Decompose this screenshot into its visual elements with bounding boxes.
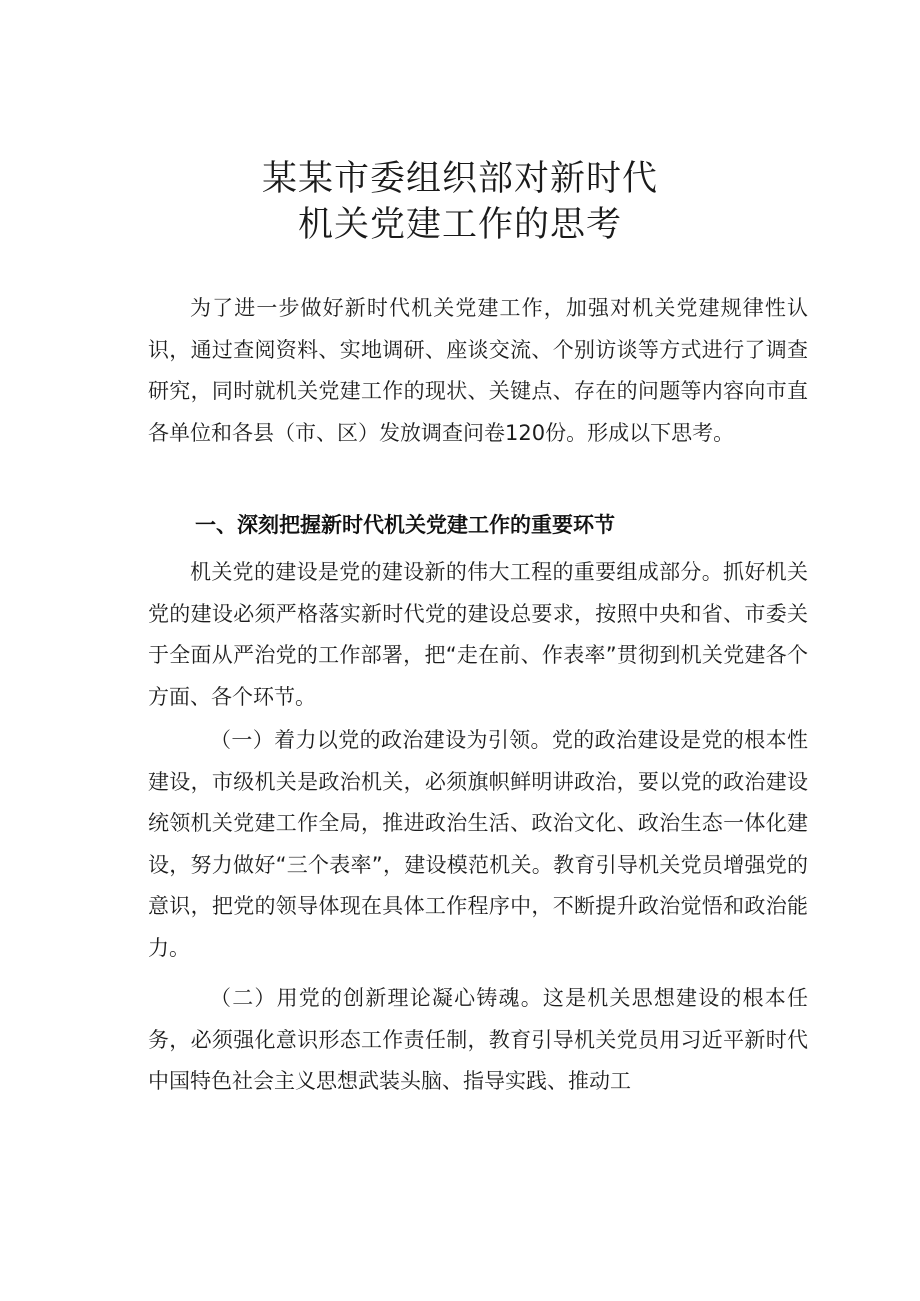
- document-title-line-1: 某某市委组织部对新时代: [261, 159, 658, 199]
- item-1-paragraph: （一）着力以党的政治建设为引领。党的政治建设是党的根本性建设，市级机关是政治机关，必须旗帜鲜明讲政治，要以党的政治建设统领机关党建工作全局，推进政治生活、政治文化、政治生态一体化建设，努力做好“三个表率”，建设模范机关。教育引导机关党员增强党的意识，把党的领导体现在具体工作程序中，不断提升政治觉悟和政治能力。: [148, 728, 808, 960]
- section-1-paragraph: 机关党的建设是党的建设新的伟大工程的重要组成部分。抓好机关党的建设必须严格落实新时代党的建设总要求，按照中央和省、市委关于全面从严治党的工作部署，把“走在前、作表率”贯彻到机关党建各个方面、各个环节。: [148, 560, 808, 709]
- item-2-paragraph: （二）用党的创新理论凝心铸魂。这是机关思想建设的根本任务，必须强化意识形态工作责任制，教育引导机关党员用习近平新时代中国特色社会主义思想武装头脑、指导实践、推动工: [148, 986, 808, 1093]
- document-title-line-2: 机关党建工作的思考: [297, 205, 622, 245]
- intro-paragraph: 为了进一步做好新时代机关党建工作，加强对机关党建规律性认识，通过查阅资料、实地调研、座谈交流、个别访谈等方式进行了调查研究，同时就机关党建工作的现状、关键点、存在的问题等内容向市直各单位和各县（市、区）发放调查问卷120份。形成以下思考。: [148, 296, 808, 445]
- section-1-heading: 一、深刻把握新时代机关党建工作的重要环节: [195, 513, 615, 537]
